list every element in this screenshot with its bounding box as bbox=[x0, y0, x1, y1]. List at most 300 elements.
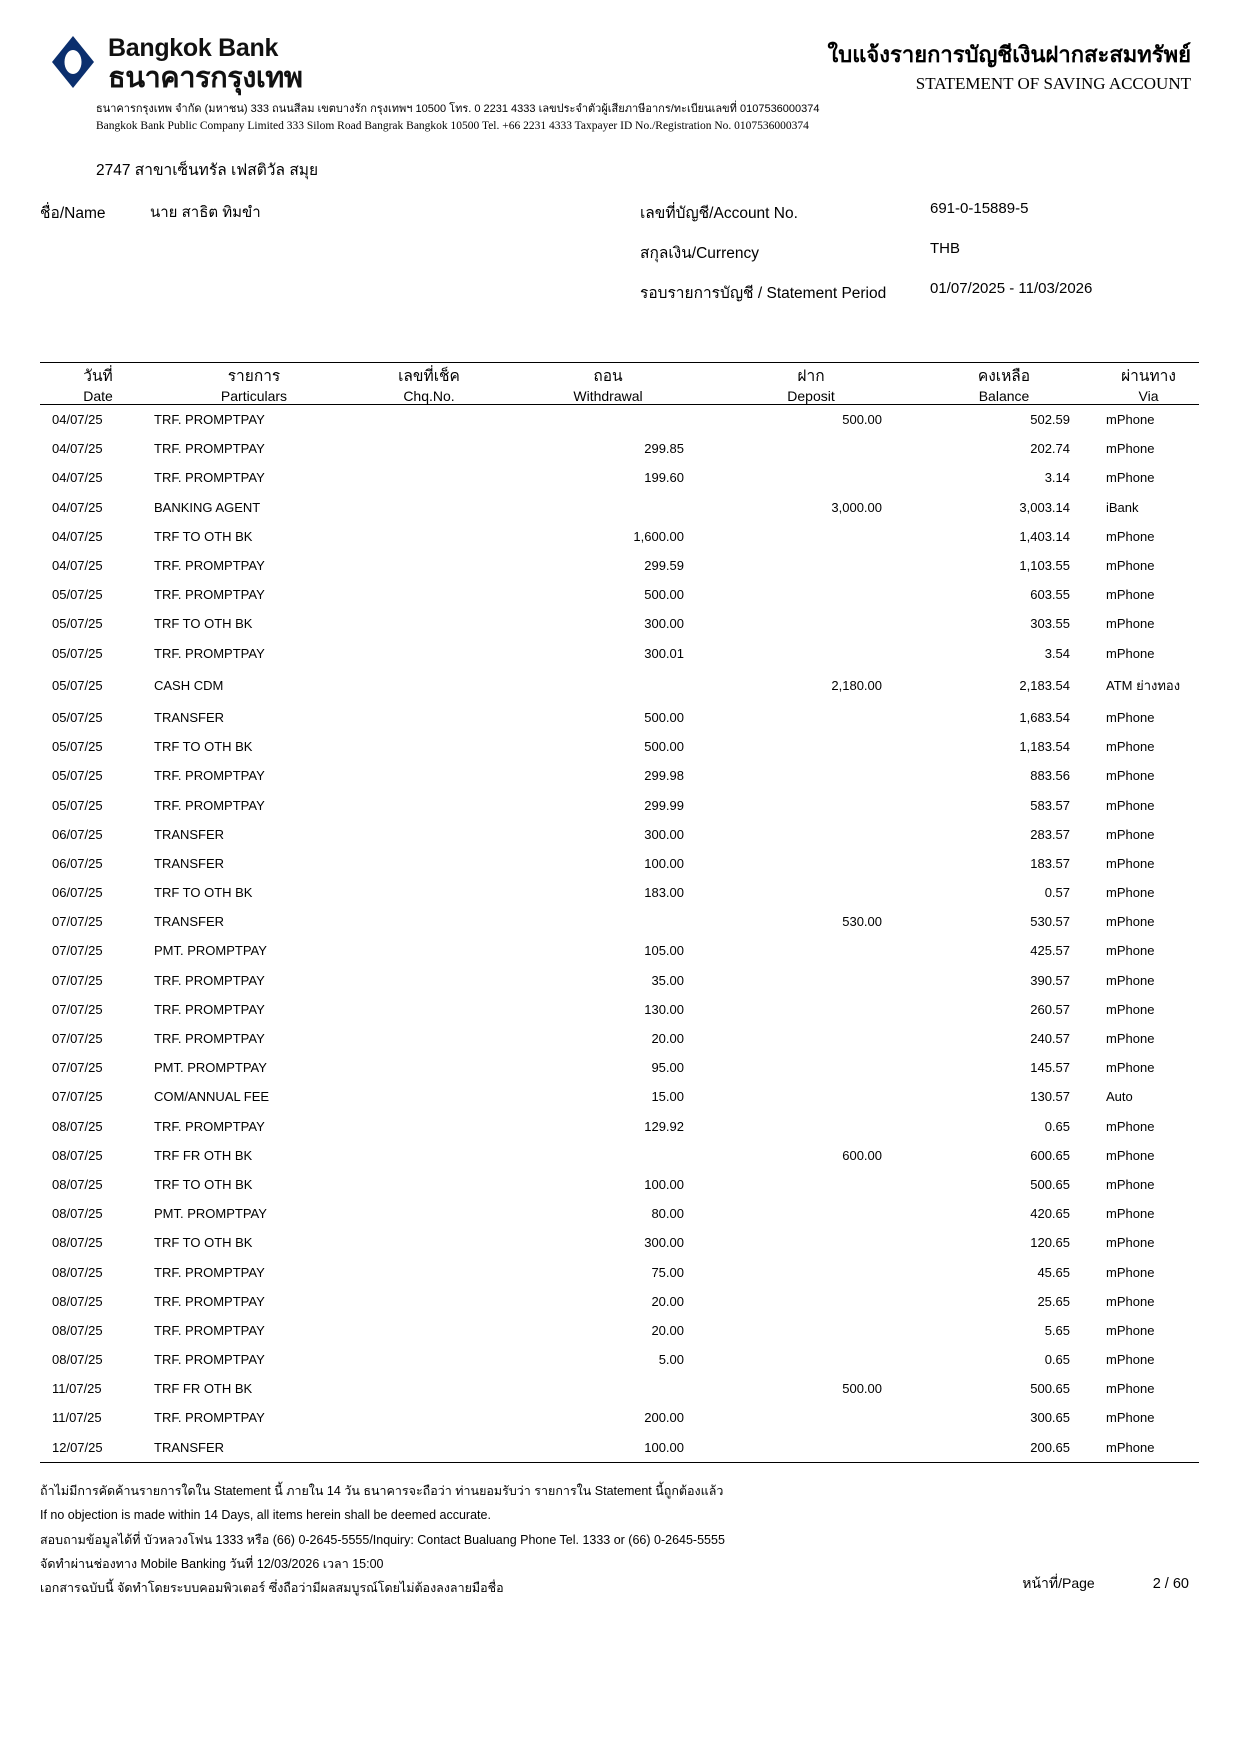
cell-via: mPhone bbox=[1106, 616, 1155, 632]
cell-balance: 500.65 bbox=[1030, 1176, 1070, 1192]
cell-withdrawal bbox=[504, 668, 712, 703]
document-title-en: STATEMENT OF SAVING ACCOUNT bbox=[915, 74, 1191, 94]
cell-chq-no bbox=[354, 1141, 504, 1170]
cell-chq-no bbox=[354, 1170, 504, 1199]
cell-via: mPhone bbox=[1106, 1176, 1155, 1192]
cell-date: 04/07/25 bbox=[52, 528, 103, 544]
cell-deposit bbox=[712, 1024, 910, 1053]
transactions-table-wrap bbox=[40, 362, 1199, 1462]
table-row bbox=[40, 820, 1199, 849]
cell-balance: 5.65 bbox=[1044, 1322, 1070, 1338]
cell-deposit bbox=[712, 551, 910, 580]
cell-deposit bbox=[712, 1228, 910, 1257]
cell-chq-no bbox=[354, 639, 504, 668]
cell-withdrawal: 299.98 bbox=[644, 768, 684, 784]
cell-via: mPhone bbox=[1106, 709, 1155, 725]
cell-chq-no bbox=[354, 1316, 504, 1345]
cell-chq-no bbox=[354, 1199, 504, 1228]
cell-balance: 425.57 bbox=[1030, 943, 1070, 959]
cell-via: mPhone bbox=[1106, 739, 1155, 755]
cell-particulars: CASH CDM bbox=[154, 677, 224, 693]
cell-deposit: 500.00 bbox=[842, 1381, 882, 1397]
cell-deposit bbox=[712, 580, 910, 609]
table-row bbox=[40, 1345, 1199, 1374]
cell-chq-no bbox=[354, 1345, 504, 1374]
cell-date: 05/07/25 bbox=[52, 797, 103, 813]
cell-chq-no bbox=[354, 551, 504, 580]
cell-date: 07/07/25 bbox=[52, 1089, 103, 1105]
cell-date: 08/07/25 bbox=[52, 1264, 103, 1280]
cell-balance: 2,183.54 bbox=[1019, 677, 1070, 693]
cell-balance: 883.56 bbox=[1030, 768, 1070, 784]
cell-deposit bbox=[712, 995, 910, 1024]
cell-particulars: TRF TO OTH BK bbox=[154, 616, 253, 632]
table-row bbox=[40, 493, 1199, 522]
cell-balance: 200.65 bbox=[1030, 1439, 1070, 1455]
cell-deposit bbox=[712, 966, 910, 995]
table-row bbox=[40, 639, 1199, 668]
table-row bbox=[40, 609, 1199, 638]
cell-chq-no bbox=[354, 405, 504, 435]
cell-particulars: TRF TO OTH BK bbox=[154, 528, 253, 544]
cell-chq-no bbox=[354, 1082, 504, 1111]
cell-particulars: BANKING AGENT bbox=[154, 499, 261, 515]
col-deposit-th: ฝาก bbox=[797, 368, 825, 385]
bangkok-bank-diamond-logo bbox=[50, 34, 96, 90]
cell-deposit: 3,000.00 bbox=[831, 499, 882, 515]
footer-line-2: If no objection is made within 14 Days, all items herein shall be deemed accurate. bbox=[40, 1508, 491, 1523]
col-balance-en: Balance bbox=[910, 388, 1098, 405]
cell-deposit: 530.00 bbox=[842, 914, 882, 930]
cell-withdrawal: 75.00 bbox=[651, 1264, 684, 1280]
cell-deposit bbox=[712, 1170, 910, 1199]
cell-balance: 183.57 bbox=[1030, 855, 1070, 871]
cell-balance: 3.54 bbox=[1044, 645, 1070, 661]
account-info bbox=[0, 182, 1239, 320]
table-row bbox=[40, 551, 1199, 580]
page-value: 2 / 60 bbox=[1152, 1576, 1189, 1593]
cell-via: mPhone bbox=[1106, 1118, 1155, 1134]
cell-via: mPhone bbox=[1106, 645, 1155, 661]
cell-date: 04/07/25 bbox=[52, 499, 103, 515]
cell-withdrawal: 15.00 bbox=[651, 1089, 684, 1105]
cell-via: ATM ย่างทอง bbox=[1106, 677, 1181, 693]
cell-date: 06/07/25 bbox=[52, 826, 103, 842]
cell-date: 07/07/25 bbox=[52, 1060, 103, 1076]
bank-legal-en: Bangkok Bank Public Company Limited 333 Silom Road Bangrak Bangkok 10500 Tel. +66 2231 4333 Taxpayer ID No./Registration No. 0107536000374 bbox=[96, 120, 809, 133]
cell-balance: 0.65 bbox=[1044, 1118, 1070, 1134]
cell-particulars: TRF. PROMPTPAY bbox=[154, 1001, 265, 1017]
page-label: หน้าที่/Page bbox=[1022, 1575, 1095, 1592]
cell-particulars: TRF TO OTH BK bbox=[154, 739, 253, 755]
cell-via: mPhone bbox=[1106, 470, 1155, 486]
cell-balance: 260.57 bbox=[1030, 1001, 1070, 1017]
table-row bbox=[40, 1082, 1199, 1111]
cell-balance: 303.55 bbox=[1030, 616, 1070, 632]
cell-via: mPhone bbox=[1106, 885, 1155, 901]
cell-deposit bbox=[712, 522, 910, 551]
cell-particulars: TRF. PROMPTPAY bbox=[154, 1352, 265, 1368]
table-row bbox=[40, 1170, 1199, 1199]
cell-chq-no bbox=[354, 878, 504, 907]
cell-chq-no bbox=[354, 761, 504, 790]
cell-via: mPhone bbox=[1106, 1001, 1155, 1017]
cell-deposit bbox=[712, 1403, 910, 1432]
cell-particulars: TRF TO OTH BK bbox=[154, 1235, 253, 1251]
transactions-table bbox=[40, 363, 1199, 1462]
cell-chq-no bbox=[354, 907, 504, 936]
cell-withdrawal: 300.00 bbox=[644, 1235, 684, 1251]
cell-chq-no bbox=[354, 1287, 504, 1316]
cell-chq-no bbox=[354, 1053, 504, 1082]
cell-balance: 390.57 bbox=[1030, 972, 1070, 988]
document-header bbox=[0, 0, 1239, 94]
table-header-row-en bbox=[40, 388, 1199, 405]
cell-chq-no bbox=[354, 1403, 504, 1432]
cell-particulars: TRANSFER bbox=[154, 826, 225, 842]
cell-via: mPhone bbox=[1106, 1352, 1155, 1368]
cell-chq-no bbox=[354, 732, 504, 761]
col-chq-th: เลขที่เช็ค bbox=[398, 368, 460, 385]
account-no-row bbox=[640, 200, 1191, 225]
cell-particulars: TRF. PROMPTPAY bbox=[154, 1118, 265, 1134]
cell-deposit bbox=[712, 761, 910, 790]
cell-balance: 530.57 bbox=[1030, 914, 1070, 930]
cell-withdrawal: 300.00 bbox=[644, 826, 684, 842]
table-row bbox=[40, 936, 1199, 965]
cell-date: 04/07/25 bbox=[52, 558, 103, 574]
cell-via: mPhone bbox=[1106, 1264, 1155, 1280]
cell-particulars: TRF. PROMPTPAY bbox=[154, 1293, 265, 1309]
table-body bbox=[40, 405, 1199, 1462]
footer-line-1: ถ้าไม่มีการคัดค้านรายการใดใน Statement นี้ ภายใน 14 วัน ธนาคารจะถือว่า ท่านยอมรับว่า รายการใน Statement นี้ถูกต้องแล้ว bbox=[40, 1483, 724, 1498]
col-via-en: Via bbox=[1098, 388, 1199, 405]
cell-withdrawal: 100.00 bbox=[644, 1176, 684, 1192]
cell-date: 07/07/25 bbox=[52, 943, 103, 959]
cell-balance: 3,003.14 bbox=[1019, 499, 1070, 515]
cell-particulars: TRF FR OTH BK bbox=[154, 1147, 253, 1163]
cell-via: mPhone bbox=[1106, 1147, 1155, 1163]
cell-particulars: TRANSFER bbox=[154, 914, 225, 930]
cell-balance: 1,183.54 bbox=[1019, 739, 1070, 755]
cell-deposit bbox=[712, 936, 910, 965]
table-row bbox=[40, 1228, 1199, 1257]
table-row bbox=[40, 1024, 1199, 1053]
cell-balance: 1,103.55 bbox=[1019, 558, 1070, 574]
cell-chq-no bbox=[354, 522, 504, 551]
table-row bbox=[40, 703, 1199, 732]
cell-balance: 1,403.14 bbox=[1019, 528, 1070, 544]
cell-date: 07/07/25 bbox=[52, 972, 103, 988]
cell-withdrawal: 35.00 bbox=[651, 972, 684, 988]
statement-period-row bbox=[640, 280, 1191, 305]
cell-balance: 583.57 bbox=[1030, 797, 1070, 813]
cell-deposit bbox=[712, 878, 910, 907]
cell-withdrawal: 1,600.00 bbox=[633, 528, 684, 544]
cell-chq-no bbox=[354, 966, 504, 995]
cell-via: mPhone bbox=[1106, 528, 1155, 544]
cell-withdrawal: 199.60 bbox=[644, 470, 684, 486]
cell-date: 05/07/25 bbox=[52, 616, 103, 632]
cell-withdrawal: 95.00 bbox=[651, 1060, 684, 1076]
currency-row bbox=[640, 240, 1191, 265]
cell-chq-no bbox=[354, 820, 504, 849]
cell-date: 07/07/25 bbox=[52, 1031, 103, 1047]
cell-particulars: TRF. PROMPTPAY bbox=[154, 1031, 265, 1047]
cell-chq-no bbox=[354, 493, 504, 522]
cell-date: 05/07/25 bbox=[52, 768, 103, 784]
col-deposit-en: Deposit bbox=[712, 388, 910, 405]
cell-withdrawal: 299.85 bbox=[644, 441, 684, 457]
cell-withdrawal bbox=[504, 1141, 712, 1170]
table-row bbox=[40, 1199, 1199, 1228]
cell-chq-no bbox=[354, 1024, 504, 1053]
cell-date: 08/07/25 bbox=[52, 1352, 103, 1368]
cell-withdrawal: 80.00 bbox=[651, 1206, 684, 1222]
cell-balance: 500.65 bbox=[1030, 1381, 1070, 1397]
cell-date: 08/07/25 bbox=[52, 1176, 103, 1192]
cell-chq-no bbox=[354, 463, 504, 492]
cell-deposit bbox=[712, 1287, 910, 1316]
cell-via: mPhone bbox=[1106, 1410, 1155, 1426]
footer-line-5: เอกสารฉบับนี้ จัดทำโดยระบบคอมพิวเตอร์ ซึ่งถือว่ามีผลสมบูรณ์โดยไม่ต้องลงลายมือชื่อ bbox=[40, 1581, 504, 1596]
cell-balance: 0.57 bbox=[1044, 885, 1070, 901]
cell-chq-no bbox=[354, 790, 504, 819]
cell-chq-no bbox=[354, 995, 504, 1024]
table-row bbox=[40, 1433, 1199, 1462]
cell-via: mPhone bbox=[1106, 1439, 1155, 1455]
cell-withdrawal: 500.00 bbox=[644, 709, 684, 725]
cell-withdrawal: 20.00 bbox=[651, 1031, 684, 1047]
cell-balance: 420.65 bbox=[1030, 1206, 1070, 1222]
cell-withdrawal bbox=[504, 405, 712, 435]
account-no-label: เลขที่บัญชี/Account No. bbox=[640, 205, 798, 222]
cell-withdrawal: 183.00 bbox=[644, 885, 684, 901]
page-number-block bbox=[1022, 1570, 1189, 1598]
col-date-th: วันที่ bbox=[83, 368, 113, 385]
footer-line-3: สอบถามข้อมูลได้ที่ บัวหลวงโฟน 1333 หรือ (66) 0-2645-5555/Inquiry: Contact Bualuang Phone Tel. 1333 or (66) 0-2645-5555 bbox=[40, 1532, 725, 1547]
cell-deposit bbox=[712, 849, 910, 878]
cell-deposit: 2,180.00 bbox=[831, 677, 882, 693]
cell-particulars: TRF. PROMPTPAY bbox=[154, 412, 265, 428]
cell-deposit bbox=[712, 639, 910, 668]
cell-balance: 502.59 bbox=[1030, 412, 1070, 428]
currency-value: THB bbox=[930, 240, 960, 257]
cell-chq-no bbox=[354, 1433, 504, 1462]
cell-date: 06/07/25 bbox=[52, 855, 103, 871]
cell-via: mPhone bbox=[1106, 587, 1155, 603]
cell-particulars: TRF. PROMPTPAY bbox=[154, 470, 265, 486]
cell-via: mPhone bbox=[1106, 558, 1155, 574]
cell-date: 12/07/25 bbox=[52, 1439, 103, 1455]
cell-particulars: PMT. PROMPTPAY bbox=[154, 943, 267, 959]
cell-withdrawal: 105.00 bbox=[644, 943, 684, 959]
cell-balance: 300.65 bbox=[1030, 1410, 1070, 1426]
cell-via: mPhone bbox=[1106, 1322, 1155, 1338]
cell-via: mPhone bbox=[1106, 1293, 1155, 1309]
cell-deposit bbox=[712, 609, 910, 638]
cell-withdrawal: 20.00 bbox=[651, 1293, 684, 1309]
col-balance-th: คงเหลือ bbox=[977, 368, 1031, 385]
cell-via: mPhone bbox=[1106, 855, 1155, 871]
account-name-label: ชื่อ/Name bbox=[40, 205, 106, 222]
cell-particulars: TRF FR OTH BK bbox=[154, 1381, 253, 1397]
table-row bbox=[40, 1374, 1199, 1403]
cell-deposit bbox=[712, 820, 910, 849]
cell-balance: 603.55 bbox=[1030, 587, 1070, 603]
cell-via: mPhone bbox=[1106, 1381, 1155, 1397]
cell-date: 08/07/25 bbox=[52, 1118, 103, 1134]
cell-via: mPhone bbox=[1106, 1235, 1155, 1251]
cell-deposit bbox=[712, 790, 910, 819]
cell-particulars: COM/ANNUAL FEE bbox=[154, 1089, 270, 1105]
table-row bbox=[40, 732, 1199, 761]
cell-chq-no bbox=[354, 849, 504, 878]
cell-withdrawal: 299.99 bbox=[644, 797, 684, 813]
cell-via: Auto bbox=[1106, 1089, 1133, 1105]
cell-withdrawal: 100.00 bbox=[644, 1439, 684, 1455]
cell-balance: 0.65 bbox=[1044, 1352, 1070, 1368]
bank-legal-th: ธนาคารกรุงเทพ จำกัด (มหาชน) 333 ถนนสีลม เขตบางรัก กรุงเทพฯ 10500 โทร. 0 2231 4333 เลขประจำตัวผู้เสียภาษีอากร/ทะเบียนเลขที่ 0107536000374 bbox=[96, 103, 820, 116]
table-row bbox=[40, 522, 1199, 551]
col-particulars-th: รายการ bbox=[227, 368, 281, 385]
bank-name-en: Bangkok Bank bbox=[108, 34, 279, 62]
cell-withdrawal bbox=[504, 907, 712, 936]
cell-deposit bbox=[712, 1316, 910, 1345]
cell-particulars: TRF. PROMPTPAY bbox=[154, 645, 265, 661]
cell-particulars: TRF. PROMPTPAY bbox=[154, 558, 265, 574]
cell-withdrawal bbox=[504, 1374, 712, 1403]
cell-chq-no bbox=[354, 609, 504, 638]
cell-deposit bbox=[712, 1433, 910, 1462]
cell-via: iBank bbox=[1106, 499, 1139, 515]
cell-date: 05/07/25 bbox=[52, 645, 103, 661]
statement-period-label: รอบรายการบัญชี / Statement Period bbox=[640, 285, 887, 302]
cell-deposit: 600.00 bbox=[842, 1147, 882, 1163]
cell-deposit bbox=[712, 1345, 910, 1374]
cell-via: mPhone bbox=[1106, 412, 1155, 428]
cell-date: 05/07/25 bbox=[52, 709, 103, 725]
col-via-th: ผ่านทาง bbox=[1121, 368, 1176, 385]
cell-balance: 240.57 bbox=[1030, 1031, 1070, 1047]
cell-date: 04/07/25 bbox=[52, 441, 103, 457]
cell-date: 11/07/25 bbox=[52, 1381, 102, 1397]
table-row bbox=[40, 434, 1199, 463]
cell-deposit bbox=[712, 1053, 910, 1082]
cell-particulars: TRANSFER bbox=[154, 709, 225, 725]
table-row bbox=[40, 849, 1199, 878]
table-row bbox=[40, 1112, 1199, 1141]
col-chq-en: Chq.No. bbox=[354, 388, 504, 405]
cell-via: mPhone bbox=[1106, 1031, 1155, 1047]
cell-via: mPhone bbox=[1106, 1206, 1155, 1222]
account-no-value: 691-0-15889-5 bbox=[930, 200, 1029, 217]
cell-withdrawal: 300.00 bbox=[644, 616, 684, 632]
col-withdrawal-en: Withdrawal bbox=[504, 388, 712, 405]
cell-via: mPhone bbox=[1106, 826, 1155, 842]
cell-particulars: PMT. PROMPTPAY bbox=[154, 1060, 267, 1076]
table-head bbox=[40, 363, 1199, 405]
table-row bbox=[40, 995, 1199, 1024]
table-row bbox=[40, 878, 1199, 907]
cell-chq-no bbox=[354, 434, 504, 463]
cell-balance: 202.74 bbox=[1030, 441, 1070, 457]
cell-date: 08/07/25 bbox=[52, 1206, 103, 1222]
table-row bbox=[40, 1316, 1199, 1345]
cell-chq-no bbox=[354, 1257, 504, 1286]
cell-date: 05/07/25 bbox=[52, 677, 103, 693]
cell-date: 08/07/25 bbox=[52, 1322, 103, 1338]
table-row bbox=[40, 1141, 1199, 1170]
cell-particulars: TRF. PROMPTPAY bbox=[154, 1264, 265, 1280]
cell-particulars: TRF. PROMPTPAY bbox=[154, 441, 265, 457]
cell-balance: 145.57 bbox=[1030, 1060, 1070, 1076]
cell-date: 07/07/25 bbox=[52, 1001, 103, 1017]
cell-balance: 600.65 bbox=[1030, 1147, 1070, 1163]
cell-date: 07/07/25 bbox=[52, 914, 103, 930]
col-date-en: Date bbox=[40, 388, 144, 405]
bank-brand bbox=[48, 30, 303, 93]
cell-date: 08/07/25 bbox=[52, 1235, 103, 1251]
cell-via: mPhone bbox=[1106, 768, 1155, 784]
cell-deposit bbox=[712, 463, 910, 492]
cell-deposit bbox=[712, 703, 910, 732]
cell-balance: 25.65 bbox=[1037, 1293, 1070, 1309]
cell-deposit bbox=[712, 1082, 910, 1111]
table-row bbox=[40, 405, 1199, 435]
bank-name-block bbox=[108, 30, 303, 93]
bank-name-th: ธนาคารกรุงเทพ bbox=[108, 62, 303, 94]
table-row bbox=[40, 761, 1199, 790]
cell-balance: 120.65 bbox=[1030, 1235, 1070, 1251]
cell-chq-no bbox=[354, 580, 504, 609]
table-bottom-rule bbox=[40, 1462, 1199, 1463]
cell-chq-no bbox=[354, 703, 504, 732]
col-particulars-en: Particulars bbox=[144, 388, 354, 405]
cell-via: mPhone bbox=[1106, 797, 1155, 813]
cell-particulars: TRF. PROMPTPAY bbox=[154, 587, 265, 603]
cell-via: mPhone bbox=[1106, 972, 1155, 988]
col-withdrawal-th: ถอน bbox=[593, 368, 623, 385]
account-name-value: นาย สาธิต ทิมขำ bbox=[150, 204, 261, 221]
cell-withdrawal: 200.00 bbox=[644, 1410, 684, 1426]
cell-chq-no bbox=[354, 1228, 504, 1257]
cell-chq-no bbox=[354, 936, 504, 965]
cell-date: 11/07/25 bbox=[52, 1410, 102, 1426]
branch-line: 2747 สาขาเซ็นทรัล เฟสติวัล สมุย bbox=[96, 162, 319, 179]
cell-particulars: TRANSFER bbox=[154, 1439, 225, 1455]
cell-particulars: TRF TO OTH BK bbox=[154, 1176, 253, 1192]
table-row bbox=[40, 966, 1199, 995]
cell-chq-no bbox=[354, 1112, 504, 1141]
cell-chq-no bbox=[354, 668, 504, 703]
cell-via: mPhone bbox=[1106, 943, 1155, 959]
account-details bbox=[640, 200, 1191, 320]
cell-balance: 130.57 bbox=[1030, 1089, 1070, 1105]
cell-deposit bbox=[712, 434, 910, 463]
cell-particulars: TRF. PROMPTPAY bbox=[154, 1410, 265, 1426]
table-row bbox=[40, 463, 1199, 492]
cell-chq-no bbox=[354, 1374, 504, 1403]
cell-withdrawal: 500.00 bbox=[644, 739, 684, 755]
table-row bbox=[40, 1053, 1199, 1082]
table-header-row-th bbox=[40, 363, 1199, 388]
document-footer bbox=[40, 1479, 1199, 1601]
table-row bbox=[40, 580, 1199, 609]
cell-deposit bbox=[712, 1112, 910, 1141]
document-title-block bbox=[828, 30, 1191, 94]
cell-via: mPhone bbox=[1106, 441, 1155, 457]
